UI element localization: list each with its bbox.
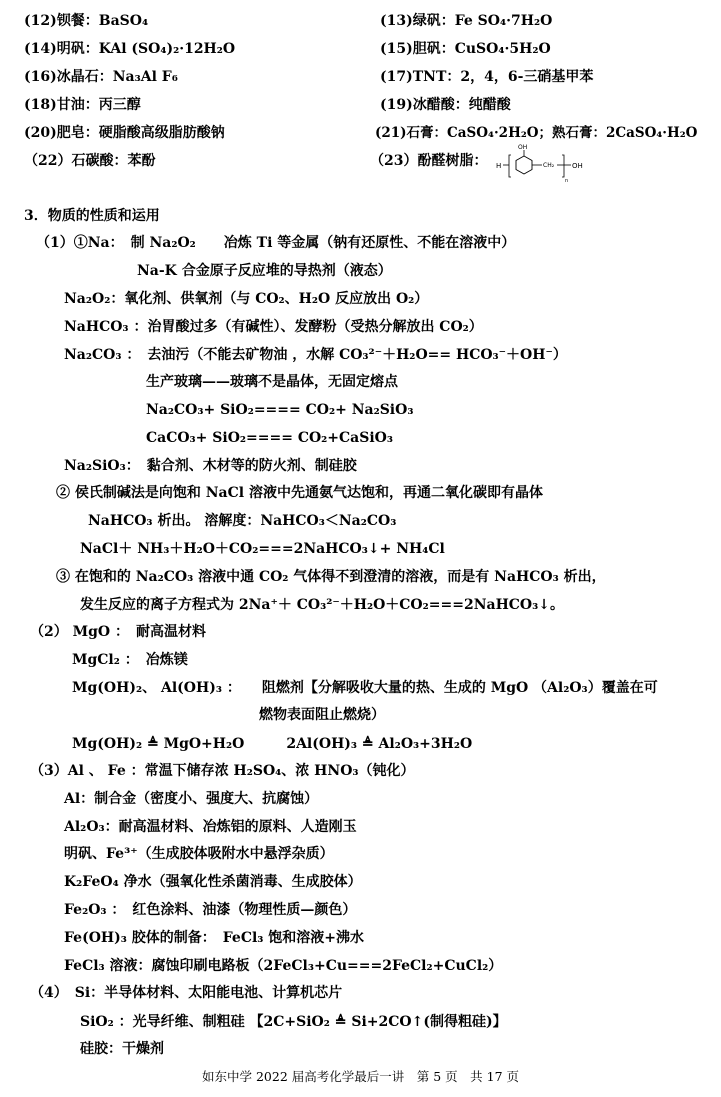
name-15-blue-vitriol: (15)胆矾：CuSO₄·5H₂O	[380, 41, 551, 57]
resin-n: n	[565, 178, 569, 184]
line-decomposition-eq: Mg(OH)₂ ≜ MgO+H₂O 2Al(OH)₃ ≜ Al₂O₃+3H₂O	[72, 736, 473, 752]
line-silica-gel: 硅胶：干燥剂	[80, 1041, 164, 1057]
line-al2o3: Al₂O₃：耐高温材料、冶炼铝的原料、人造刚玉	[64, 819, 357, 835]
name-20-soap: (20)肥皂：硬脂酸高级脂肪酸钠	[24, 125, 225, 141]
resin-h: H	[496, 162, 502, 170]
line-sio2: SiO₂ ：光导纤维、制粗硅 【2C+SiO₂ ≜ Si+2CO↑(制得粗硅)】	[80, 1014, 507, 1030]
name-22-phenol: （22）石碳酸：苯酚	[24, 153, 156, 169]
line-ionic-equation: 发生反应的离子方程式为 2Na⁺＋ CO₃²⁻＋H₂O＋CO₂===2NaHCO₃↓。	[80, 597, 564, 613]
name-17-tnt: (17)TNT：2，4，6-三硝基甲苯	[380, 69, 594, 85]
resin-oh-top: OH	[518, 144, 528, 151]
line-na2sio3: Na₂SiO₃： 黏合剂、木材等的防火剂、制硅胶	[64, 458, 357, 474]
name-16-cryolite: (16)冰晶石：Na₃Al F₆	[24, 69, 178, 85]
line-hou-equation: NaCl＋ NH₃＋H₂O＋CO₂===2NaHCO₃↓+ NH₄Cl	[80, 541, 445, 557]
line-al: Al：制合金（密度小、强度大、抗腐蚀）	[64, 791, 319, 807]
line-1-na-k: Na-K 合金原子反应堆的导热剂（液态）	[137, 263, 392, 279]
line-2-mgo: （2） MgO ： 耐高温材料	[30, 624, 206, 640]
line-k2feo4: K₂FeO₄ 净水（强氧化性杀菌消毒、生成胶体）	[64, 874, 362, 890]
name-13-green-vitriol: (13)绿矾：Fe SO₄·7H₂O	[380, 13, 553, 29]
line-fecl3: FeCl₃ 溶液：腐蚀印刷电路板（2FeCl₃+Cu===2FeCl₂+CuCl₂）	[64, 958, 503, 974]
line-fe2o3: Fe₂O₃ ： 红色涂料、油漆（物理性质—颜色）	[64, 902, 357, 918]
line-1-na: （1）①Na： 制 Na₂O₂ 冶炼 Ti 等金属（钠有还原性、不能在溶液中）	[36, 235, 516, 251]
line-eq-na2co3-sio2: Na₂CO₃+ SiO₂==== CO₂+ Na₂SiO₃	[146, 402, 414, 418]
line-flame-retardant-2: 燃物表面阻止燃烧）	[259, 707, 385, 723]
line-3-al-fe: （3）Al 、 Fe ：常温下储存浓 H₂SO₄、浓 HNO₃（钝化）	[30, 763, 415, 779]
line-na2co3: Na₂CO₃ ： 去油污（不能去矿物油 ，水解 CO₃²⁻＋H₂O== HCO₃⁻＋OH⁻）	[64, 347, 567, 363]
name-14-alum: (14)明矾：KAl (SO₄)₂·12H₂O	[24, 41, 236, 57]
name-12-barium-meal: (12)钡餐：BaSO₄	[24, 13, 149, 29]
line-hou-solubility: NaHCO₃ 析出。 溶解度：NaHCO₃＜Na₂CO₃	[88, 513, 397, 529]
line-flame-retardant: Mg(OH)₂、 Al(OH)₃ ： 阻燃剂【分解吸收大量的热、生成的 MgO （Al₂O₃）覆盖在可	[72, 680, 658, 696]
line-mgcl2: MgCl₂ ： 冶炼镁	[72, 652, 188, 668]
line-saturated-na2co3: ③ 在饱和的 Na₂CO₃ 溶液中通 CO₂ 气体得不到澄清的溶液，而是有 NaHCO₃ 析出，	[56, 569, 606, 585]
phenolic-resin-structure	[494, 142, 590, 186]
section-heading: 3．物质的性质和运用	[24, 208, 160, 224]
line-hou-process: ② 侯氏制碱法是向饱和 NaCl 溶液中先通氨气达饱和，再通二氧化碳即有晶体	[56, 485, 543, 501]
line-4-si: （4） Si：半导体材料、太阳能电池、计算机芯片	[30, 985, 343, 1001]
line-alum-fe3: 明矾、Fe³⁺（生成胶体吸附水中悬浮杂质）	[64, 846, 334, 862]
page-footer: 如东中学 2022 届高考化学最后一讲 第 5 页 共 17 页	[201, 1069, 519, 1084]
resin-ch2: CH₂	[543, 162, 555, 169]
name-21-gypsum: (21)石膏：CaSO₄·2H₂O；熟石膏：2CaSO₄·H₂O	[375, 125, 698, 141]
line-eq-caco3-sio2: CaCO₃+ SiO₂==== CO₂+CaSiO₃	[146, 430, 394, 446]
line-nahco3: NaHCO₃ ：治胃酸过多（有碱性）、发酵粉（受热分解放出 CO₂）	[64, 319, 483, 335]
line-feoh3-colloid: Fe(OH)₃ 胶体的制备： FeCl₃ 饱和溶液+沸水	[64, 930, 365, 946]
line-na2o2: Na₂O₂：氧化剂、供氧剂（与 CO₂、H₂O 反应放出 O₂）	[64, 291, 429, 307]
name-18-glycerol: (18)甘油：丙三醇	[24, 97, 141, 113]
name-19-glacial-acetic: (19)冰醋酸：纯醋酸	[380, 97, 511, 113]
resin-oh-end: OH	[572, 162, 583, 170]
name-23-phenolic-resin: （23）酚醛树脂：	[370, 153, 488, 169]
line-glass: 生产玻璃——玻璃不是晶体，无固定熔点	[146, 374, 398, 390]
